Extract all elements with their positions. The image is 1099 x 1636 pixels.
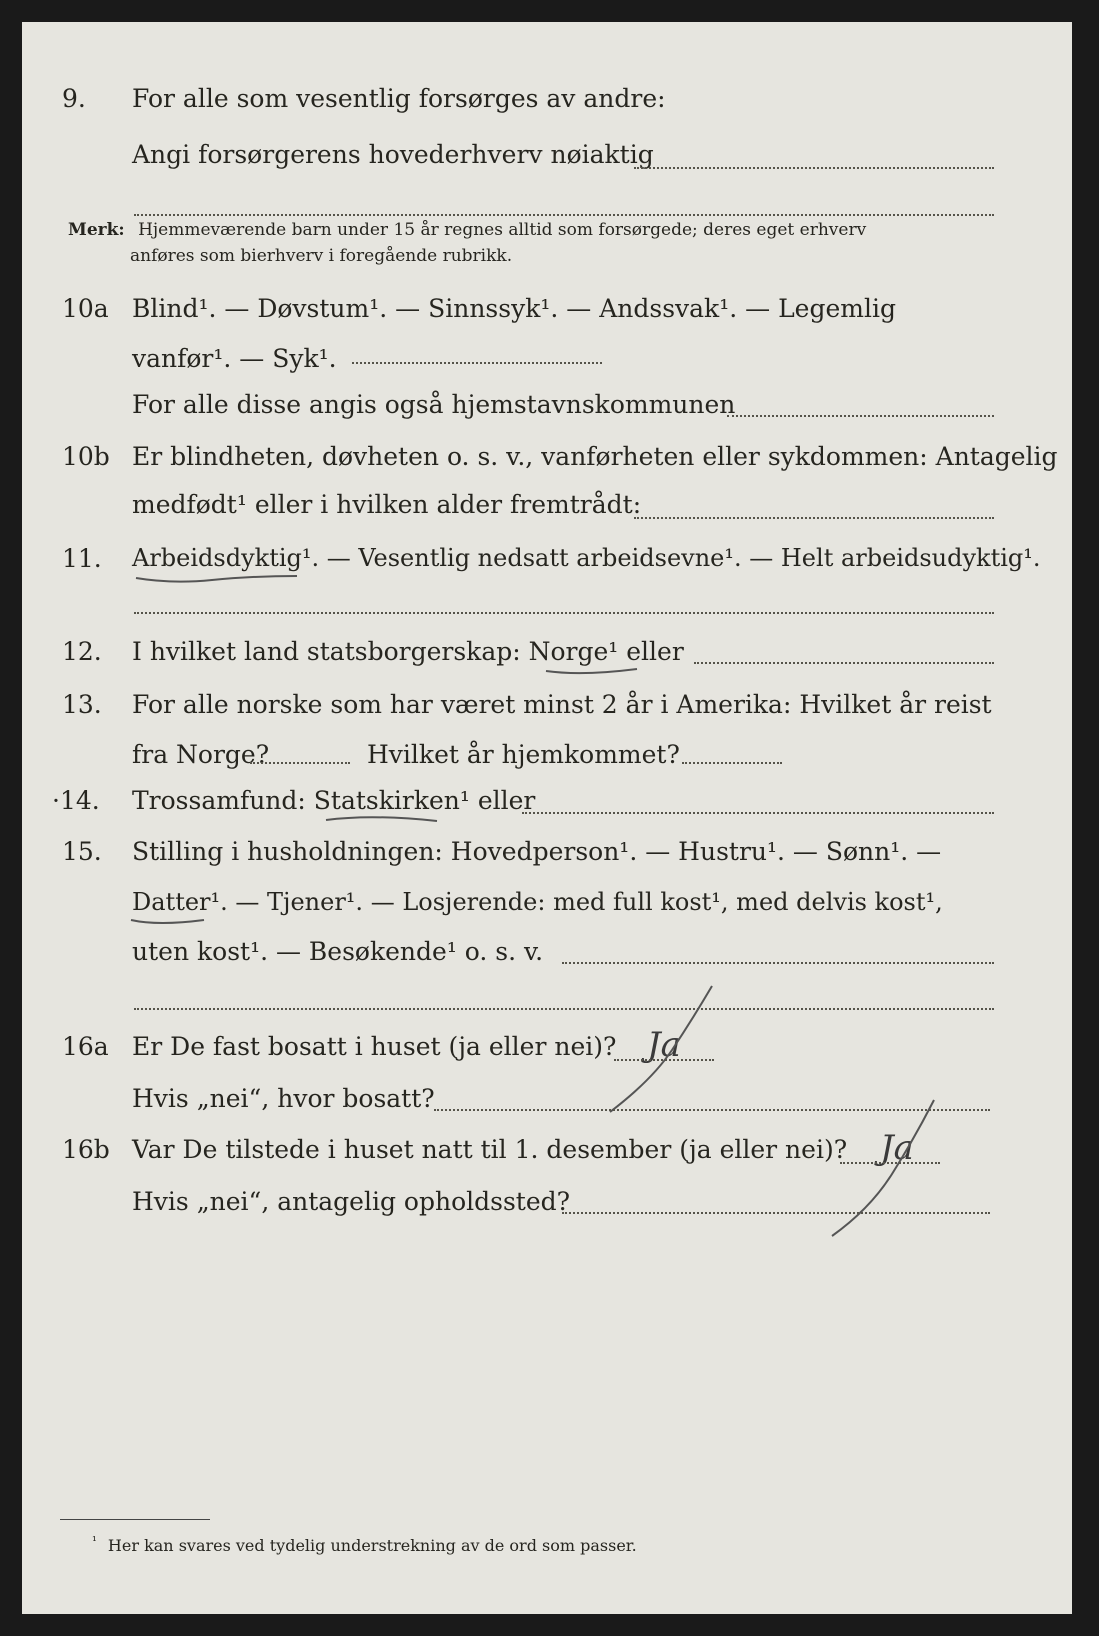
q10a-number: 10a xyxy=(62,294,109,323)
q16b-handwritten-answer: Ja xyxy=(880,1128,914,1168)
q12-handwritten-underline xyxy=(542,664,642,678)
q13-reist-field[interactable] xyxy=(250,762,350,764)
census-form-page xyxy=(22,22,1072,1614)
q10b-number: 10b xyxy=(62,442,110,471)
q9-answer-field-2[interactable] xyxy=(134,214,994,216)
q16a-text-line1: Er De fast bosatt i huset (ja eller nei)? xyxy=(132,1032,617,1061)
q14-text-line1: Trossamfund: Statskirken¹ eller xyxy=(132,786,536,815)
q9-answer-field[interactable] xyxy=(634,167,994,169)
q15-answer-field[interactable] xyxy=(562,962,994,964)
q10a-kommune-field[interactable] xyxy=(727,415,994,417)
q16b-opholdssted-field[interactable] xyxy=(562,1212,990,1214)
q15-answer-field-2[interactable] xyxy=(134,1008,994,1010)
q11-number: 11. xyxy=(62,544,102,573)
q10b-text-line2: medfødt¹ eller i hvilken alder fremtrådt: xyxy=(132,490,642,519)
q13-hjemkommet-field[interactable] xyxy=(682,762,782,764)
merk-label: Merk: xyxy=(68,220,125,240)
q14-answer-field[interactable] xyxy=(522,812,994,814)
q9-text-line2: Angi forsørgerens hovederhverv nøiaktig xyxy=(132,140,654,169)
footnote-rule xyxy=(60,1519,210,1520)
q11-text-line1: Arbeidsdyktig¹. — Vesentlig nedsatt arbeidsevne¹. — Helt arbeidsudyktig¹. xyxy=(132,544,1041,572)
q15-text-line2: Datter¹. — Tjener¹. — Losjerende: med full kost¹, med delvis kost¹, xyxy=(132,888,943,916)
q16a-answer-field[interactable] xyxy=(614,1059,714,1061)
q16b-handwritten-stroke xyxy=(822,1094,942,1244)
q12-answer-field[interactable] xyxy=(694,662,994,664)
q16a-handwritten-answer: Ja xyxy=(647,1025,681,1065)
footnote xyxy=(92,1534,637,1555)
merk-text-line1: Hjemmeværende barn under 15 år regnes alltid som forsørgede; deres eget erhverv xyxy=(138,220,867,240)
q9-text-line1: For alle som vesentlig forsørges av andre: xyxy=(132,84,666,113)
footnote-mark: ¹ xyxy=(92,1534,97,1548)
q13-text-line2a: fra Norge? xyxy=(132,740,270,769)
q16b-answer-field[interactable] xyxy=(840,1162,940,1164)
q14-number: ·14. xyxy=(52,786,100,815)
q10b-answer-field[interactable] xyxy=(634,517,994,519)
q9-number: 9. xyxy=(62,84,86,113)
q11-answer-field[interactable] xyxy=(134,612,994,614)
q10a-text-line1: Blind¹. — Døvstum¹. — Sinnssyk¹. — Andssvak¹. — Legemlig xyxy=(132,294,896,323)
q10b-text-line1: Er blindheten, døvheten o. s. v., vanførheten eller sykdommen: Antagelig xyxy=(132,442,1058,471)
q15-text-line3: uten kost¹. — Besøkende¹ o. s. v. xyxy=(132,937,544,966)
q13-text-line1: For alle norske som har været minst 2 år i Amerika: Hvilket år reist xyxy=(132,690,992,719)
merk-text-line2: anføres som bierhverv i foregående rubrikk. xyxy=(130,246,513,266)
merk-note-line1 xyxy=(68,220,866,240)
q14-handwritten-underline xyxy=(322,812,442,826)
q10a-text-line2: vanfør¹. — Syk¹. xyxy=(132,344,337,373)
q12-text-line1: I hvilket land statsborgerskap: Norge¹ eller xyxy=(132,637,684,666)
q10a-text-line3: For alle disse angis også hjemstavnskommunen xyxy=(132,390,736,419)
q15-handwritten-underline xyxy=(128,914,208,928)
q10a-syk-field[interactable] xyxy=(352,362,602,364)
q11-handwritten-underline xyxy=(132,568,302,586)
q16a-number: 16a xyxy=(62,1032,109,1061)
q16b-text-line2: Hvis „nei“, antagelig opholdssted? xyxy=(132,1187,571,1216)
q12-number: 12. xyxy=(62,637,102,666)
q16a-handwritten-stroke xyxy=(602,980,722,1120)
q15-number: 15. xyxy=(62,837,102,866)
q13-text-line2b: Hvilket år hjemkommet? xyxy=(367,740,680,769)
q16b-number: 16b xyxy=(62,1135,110,1164)
footnote-text: Her kan svares ved tydelig understrekning av de ord som passer. xyxy=(107,1536,637,1556)
q13-number: 13. xyxy=(62,690,102,719)
q16a-text-line2: Hvis „nei“, hvor bosatt? xyxy=(132,1084,435,1113)
q16b-text-line1: Var De tilstede i huset natt til 1. desember (ja eller nei)? xyxy=(132,1135,848,1164)
q15-text-line1: Stilling i husholdningen: Hovedperson¹. — Hustru¹. — Sønn¹. — xyxy=(132,837,942,866)
